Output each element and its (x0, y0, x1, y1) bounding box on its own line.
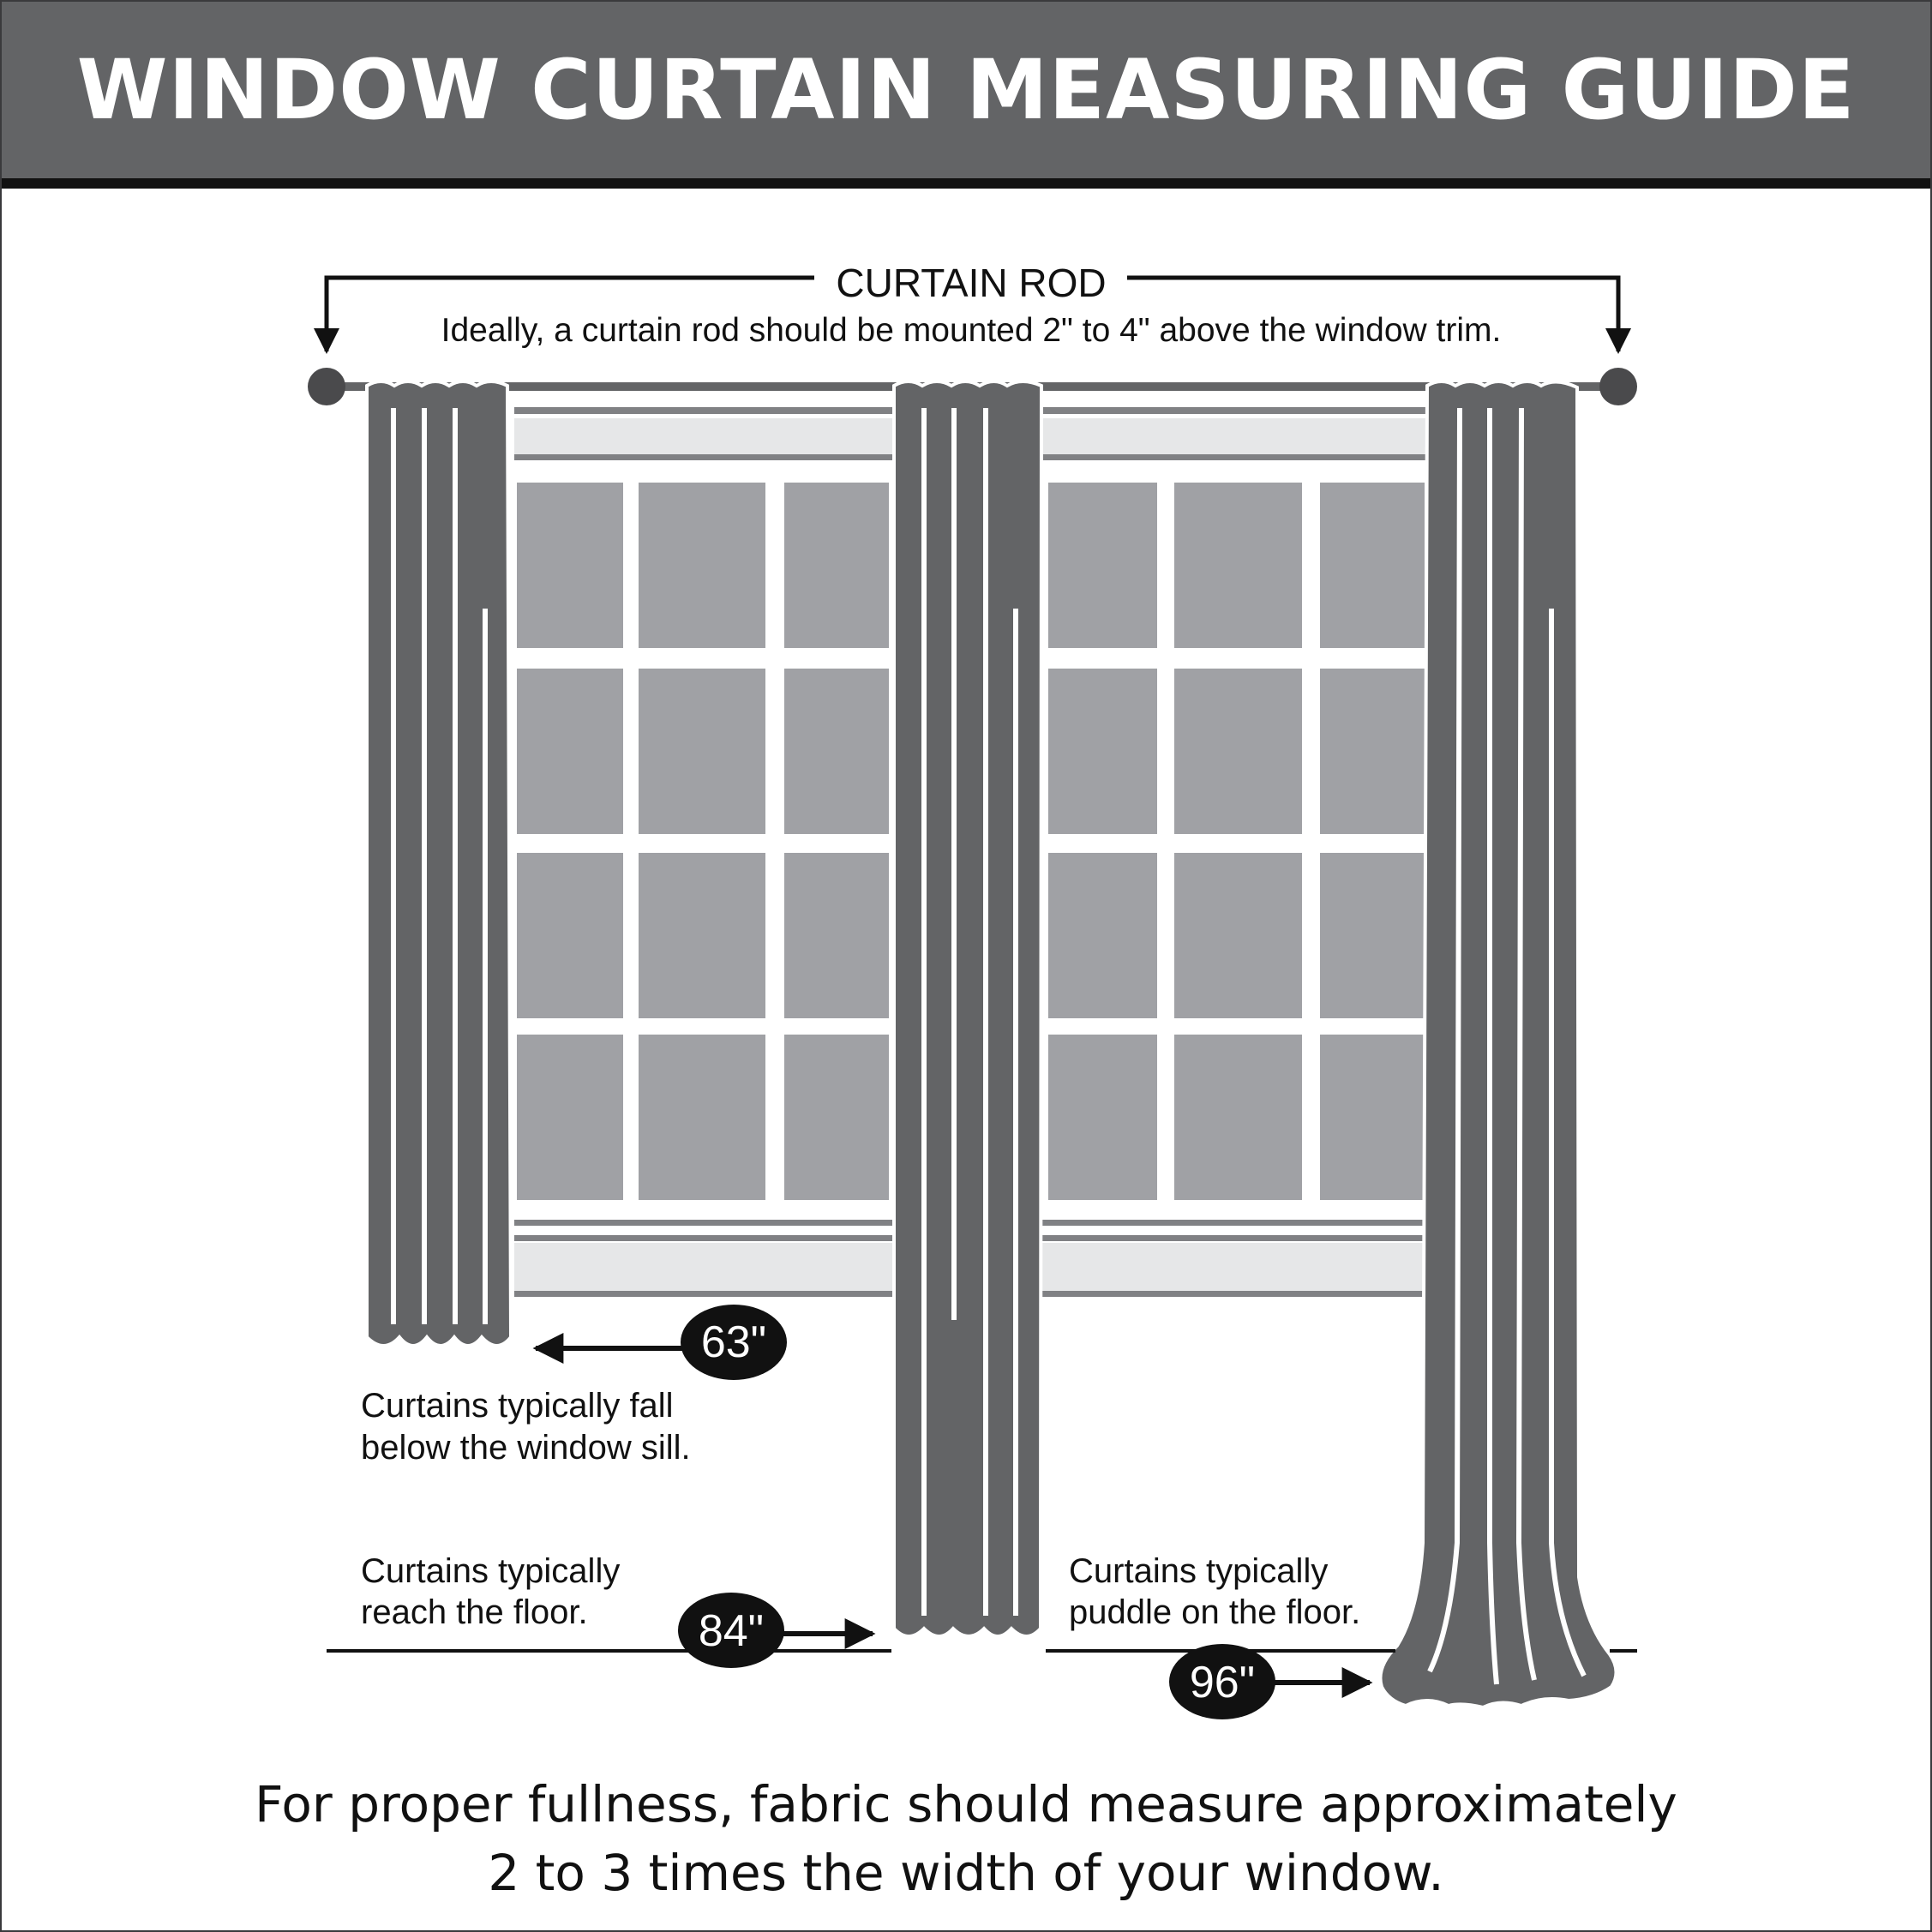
footer-line-2: 2 to 3 times the width of your window. (488, 1844, 1444, 1902)
length-badge-96 (1169, 1644, 1370, 1719)
window-pane (1320, 853, 1425, 1018)
curtain-floor (894, 381, 1041, 1636)
window-pane (1174, 483, 1302, 648)
note-96-line1: Curtains typically (1069, 1552, 1329, 1590)
window-pane (1048, 669, 1157, 834)
window-pane (1048, 483, 1157, 648)
window-pane (784, 853, 889, 1018)
curtain-short (367, 381, 511, 1346)
footer-note (0, 1770, 1932, 1907)
window-pane (1048, 1035, 1157, 1200)
rod-finial-right (1599, 368, 1637, 405)
window-pane (784, 1035, 889, 1200)
note-63-line1: Curtains typically fall (361, 1387, 674, 1425)
window-pane (1174, 1035, 1302, 1200)
rod-note: Ideally, a curtain rod should be mounted 2" to 4" above the window trim. (441, 312, 1502, 349)
note-84-line1: Curtains typically (361, 1552, 621, 1590)
length-value-96: 96" (1189, 1658, 1256, 1707)
window-pane (1048, 853, 1157, 1018)
window-pane (639, 853, 765, 1018)
rod-dimension (327, 261, 1618, 351)
length-value-63: 63" (700, 1317, 767, 1367)
window-pane (1174, 853, 1302, 1018)
window-pane (517, 853, 623, 1018)
page-title: WINDOW CURTAIN MEASURING GUIDE (76, 42, 1856, 138)
window-pane (517, 669, 623, 834)
length-badge-63 (536, 1305, 787, 1380)
footer-line-1: For proper fullness, fabric should measure approximately (255, 1775, 1677, 1833)
window-pane (1174, 669, 1302, 834)
window-pane (517, 483, 623, 648)
rod-finial-left (308, 368, 345, 405)
window-pane (639, 669, 765, 834)
note-96-line2: puddle on the floor. (1069, 1593, 1361, 1631)
window-pane (1320, 669, 1425, 834)
window-pane (639, 1035, 765, 1200)
window-pane (1320, 1035, 1425, 1200)
window-pane (1320, 483, 1425, 648)
window-pane (784, 669, 889, 834)
length-badge-84 (678, 1593, 873, 1668)
rod-label: CURTAIN ROD (836, 261, 1107, 305)
window-pane (639, 483, 765, 648)
note-84-line2: reach the floor. (361, 1593, 588, 1631)
window-pane (784, 483, 889, 648)
length-value-84: 84" (698, 1606, 765, 1656)
note-63-line2: below the window sill. (361, 1429, 691, 1467)
window-pane (517, 1035, 623, 1200)
